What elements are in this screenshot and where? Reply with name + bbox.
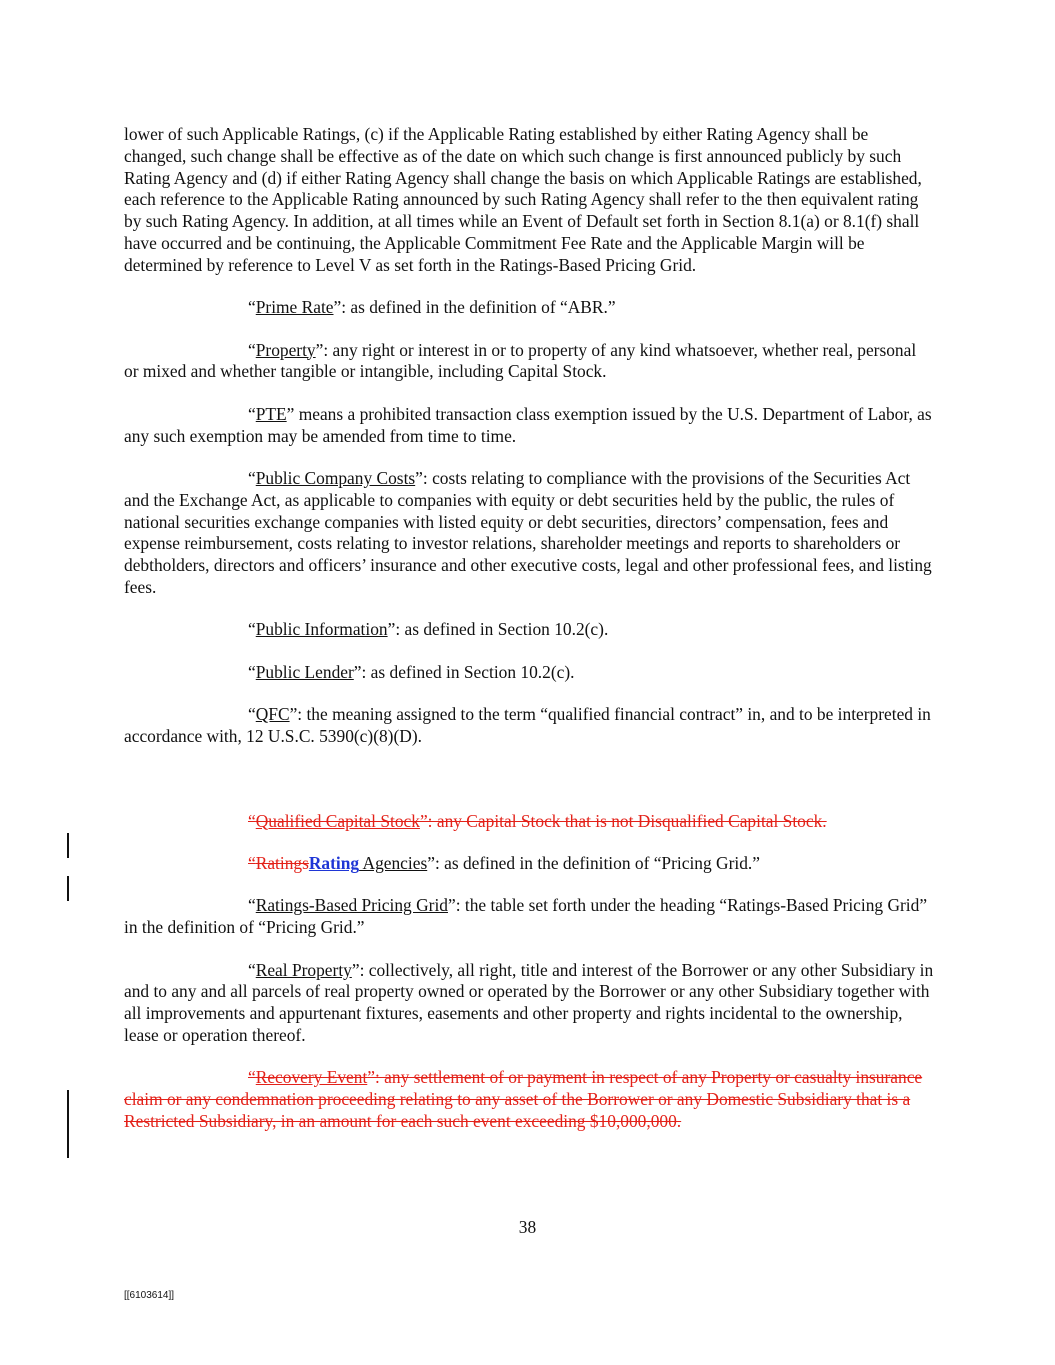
defined-term: Ratings-Based Pricing Grid (255, 895, 448, 916)
change-bar (67, 833, 69, 858)
definition-public-company-costs: “Public Company Costs”: costs relating to compliance with the provisions of the Securities Act and the Exchange Act, as applicable to companies with equity or debt securities held by the public, the rules of national securities exchange companies with listed equity or debt securities, directors’ compensation, fees and expense reimbursement, costs relating to investor relations, shareholder meetings and reports to shareholders or debtholders, directors and officers’ insurance and other executive costs, legal and other professional fees, and listing fees. (124, 467, 932, 597)
definition-recovery-event-deleted: “Recovery Event”: any settlement of or payment in respect of any Property or casualty insurance claim or any condemnation proceeding relating to any asset of the Borrower or any Domestic Subsidiary that is a Restricted Subsidiary, in an amount for each such event exceeding $10,000,000. (124, 1067, 923, 1132)
inserted-text: Rating (308, 853, 360, 874)
defined-term: QFC (255, 704, 290, 725)
defined-term: PTE (255, 403, 287, 424)
defined-term: Recovery Event (255, 1067, 368, 1088)
defined-term: Prime Rate (255, 297, 334, 318)
definition-ratings-based-pricing-grid: “Ratings-Based Pricing Grid”: the table set forth under the heading “Ratings-Based Pricing Grid” in the definition of “Pricing Grid.” (124, 895, 928, 938)
defined-term: Public Company Costs (255, 467, 416, 488)
definition-qfc: “QFC”: the meaning assigned to the term “qualified financial contract” in, and to be interpreted in accordance with, 12 U.S.C. 5390(c)(8)(D). (124, 704, 931, 746)
defined-term: Public Lender (255, 661, 354, 682)
definition-pte: “PTE” means a prohibited transaction class exemption issued by the U.S. Department of Labor, as any such exemption may be amended from time to time. (124, 403, 932, 446)
page-number: 38 (518, 1217, 537, 1237)
change-bar (67, 1090, 69, 1158)
defined-term: Real Property (255, 959, 352, 980)
definition-public-information: “Public Information”: as defined in Section 10.2(c). (248, 619, 609, 640)
definition-rating-agencies: “RatingsRating Agencies”: as defined in the definition of “Pricing Grid.” (248, 853, 760, 874)
change-bar (67, 876, 69, 901)
document-body (124, 124, 934, 1153)
definition-qualified-capital-stock-deleted: “Qualified Capital Stock”: any Capital Stock that is not Disqualified Capital Stock. (248, 810, 827, 831)
definition-public-lender: “Public Lender”: as defined in Section 10.2(c). (248, 661, 575, 682)
defined-term: Qualified Capital Stock (255, 810, 420, 831)
definition-property: “Property”: any right or interest in or to property of any kind whatsoever, whether real, personal or mixed and whether tangible or intangible, including Capital Stock. (124, 339, 917, 382)
defined-term: Public Information (255, 619, 388, 640)
defined-term: Agencies (359, 853, 428, 874)
definition-real-property: “Real Property”: collectively, all right, title and interest of the Borrower or any other Subsidiary in and to any and all parcels of real property owned or operated by the Borrower or any other Subsidiary together with all improvements and appurtenant fixtures, easements and other property and rights incidental to the ownership, lease or operation thereof. (124, 959, 934, 1046)
deleted-text: Ratings (255, 853, 309, 874)
defined-term: Property (255, 339, 316, 360)
definition-prime-rate: “Prime Rate”: as defined in the definition of “ABR.” (248, 297, 616, 318)
paragraph-continuation: lower of such Applicable Ratings, (c) if the Applicable Rating established by either Rating Agency shall be changed, such change shall be effective as of the date on which such change is first announced publicly by such Rating Agency and (d) if either Rating Agency shall change the basis on which Applicable Ratings are established, each reference to the Applicable Rating announced by such Rating Agency shall refer to the then equivalent rating by such Rating Agency. In addition, at all times while an Event of Default set forth in Section 8.1(a) or 8.1(f) shall have occurred and be continuing, the Applicable Commitment Fee Rate and the Applicable Margin will be determined by reference to Level V as set forth in the Ratings-Based Pricing Grid. (124, 124, 922, 275)
document-id: [[6103614]] (124, 1290, 175, 1301)
